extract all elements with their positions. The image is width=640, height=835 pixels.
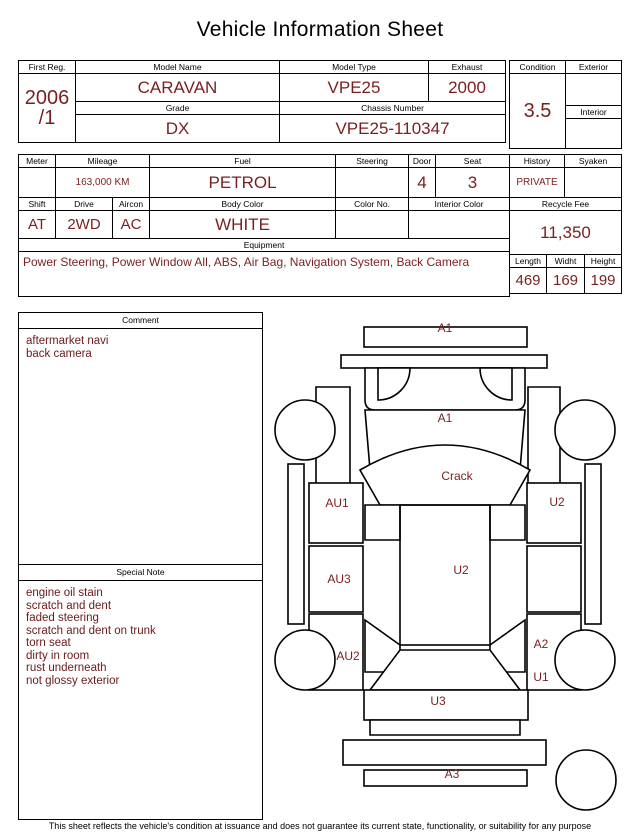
- mileage-value: 163,000 KM: [56, 168, 150, 198]
- recycle-value: 11,350: [510, 211, 622, 255]
- rear-hatch-lower: [370, 720, 520, 735]
- comment-line: back camera: [26, 347, 92, 360]
- rear-glass-mark: U3: [430, 694, 446, 708]
- comment-line: aftermarket navi: [26, 335, 109, 347]
- syaken-value: [565, 168, 622, 198]
- mileage-label: Mileage: [56, 155, 150, 168]
- front-bumper: [341, 355, 547, 368]
- special-note-line: dirty in room: [26, 649, 90, 662]
- roof-center: [400, 505, 490, 645]
- width-label: Widht: [547, 255, 585, 268]
- exterior-label: Exterior: [566, 61, 622, 74]
- fuel-value: PETROL: [150, 168, 336, 198]
- first-reg-label: First Reg.: [19, 61, 76, 74]
- left-front-door: [309, 483, 363, 543]
- right-sill: [585, 464, 601, 624]
- special-note-line: not glossy exterior: [26, 674, 120, 687]
- seat-label: Seat: [436, 155, 510, 168]
- comment-label: Comment: [19, 313, 262, 329]
- special-note-line: torn seat: [26, 637, 71, 649]
- spec-table: [18, 154, 510, 297]
- rear-bumper: [343, 740, 546, 765]
- exhaust-value: 2000: [429, 74, 506, 102]
- condition-label: Condition: [510, 61, 566, 74]
- windshield-mark: Crack: [441, 469, 473, 483]
- left-rear-door-mark: AU3: [327, 572, 351, 586]
- special-note-line: faded steering: [26, 612, 99, 624]
- rear-hatch: [364, 690, 528, 720]
- aircon-value: AC: [113, 211, 150, 239]
- drive-value: 2WD: [56, 211, 113, 239]
- grade-label: Grade: [76, 102, 280, 115]
- notes-panel: [18, 312, 263, 820]
- body-color-label: Body Color: [150, 198, 336, 211]
- chassis-label: Chassis Number: [280, 102, 506, 115]
- equipment-label: Equipment: [19, 239, 510, 252]
- special-note-line: scratch and dent on trunk: [26, 624, 156, 637]
- rear-bumper-mark: A3: [444, 767, 460, 781]
- right-front-wheel: [555, 400, 615, 460]
- history-label: History: [510, 155, 565, 168]
- interior-color-value: [409, 211, 510, 239]
- door-value: 4: [409, 168, 436, 198]
- shift-value: AT: [19, 211, 56, 239]
- left-front-door-mark: AU1: [325, 496, 349, 510]
- right-front-door: [527, 483, 581, 543]
- length-label: Length: [510, 255, 547, 268]
- spare-wheel: [556, 750, 616, 810]
- history-table: [509, 154, 622, 294]
- special-note-label: Special Note: [19, 564, 262, 581]
- special-note-line: rust underneath: [26, 662, 107, 674]
- meter-value: [19, 168, 56, 198]
- recycle-label: Recycle Fee: [510, 198, 622, 211]
- condition-value: 3.5: [510, 74, 566, 149]
- drive-label: Drive: [56, 198, 113, 211]
- right-rear-wheel: [555, 630, 615, 690]
- left-sill: [288, 464, 304, 624]
- right-rear-mark-b: U1: [533, 670, 549, 684]
- first-reg-value: [19, 74, 76, 143]
- right-rear-mark-a: A2: [533, 637, 549, 651]
- seat-value: 3: [436, 168, 510, 198]
- left-front-wheel: [275, 400, 335, 460]
- roof-top-mark: A1: [437, 322, 453, 335]
- model-type-value: VPE25: [280, 74, 429, 102]
- first-reg-year: 2006: [24, 87, 70, 109]
- color-no-value: [336, 211, 409, 239]
- special-note-line: scratch and dent: [26, 599, 112, 612]
- history-value: PRIVATE: [510, 168, 565, 198]
- interior-label: Interior: [566, 106, 622, 119]
- height-label: Height: [585, 255, 622, 268]
- meter-label: Meter: [19, 155, 56, 168]
- basic-info-table: [18, 60, 506, 143]
- interior-value: [566, 119, 622, 149]
- grade-value: DX: [76, 115, 280, 143]
- left-window: [365, 505, 400, 540]
- hood-mark: A1: [437, 411, 453, 425]
- center-mark: U2: [453, 563, 469, 577]
- model-name-label: Model Name: [76, 61, 280, 74]
- model-name-value: CARAVAN: [76, 74, 280, 102]
- page-title: Vehicle Information Sheet: [196, 18, 444, 41]
- chassis-value: VPE25-110347: [280, 115, 506, 143]
- exhaust-label: Exhaust: [429, 61, 506, 74]
- right-sliding-door: [527, 546, 581, 612]
- door-label: Door: [409, 155, 436, 168]
- height-value: 199: [585, 268, 622, 294]
- body-color-value: WHITE: [150, 211, 336, 239]
- condition-table: [509, 60, 622, 149]
- model-type-label: Model Type: [280, 61, 429, 74]
- comment-list: [19, 329, 262, 564]
- steering-value: [336, 168, 409, 198]
- width-value: 169: [547, 268, 585, 294]
- fuel-label: Fuel: [150, 155, 336, 168]
- length-value: 469: [510, 268, 547, 294]
- left-rear-mark: AU2: [336, 649, 360, 663]
- color-no-label: Color No.: [336, 198, 409, 211]
- right-window: [490, 505, 525, 540]
- first-reg-month: /1: [38, 107, 56, 129]
- exterior-value: [566, 74, 622, 106]
- steering-label: Steering: [336, 155, 409, 168]
- car-damage-diagram: [268, 322, 630, 818]
- interior-color-label: Interior Color: [409, 198, 510, 211]
- syaken-label: Syaken: [565, 155, 622, 168]
- shift-label: Shift: [19, 198, 56, 211]
- aircon-label: Aircon: [113, 198, 150, 211]
- right-front-door-mark: U2: [549, 495, 565, 509]
- disclaimer-footer: This sheet reflects the vehicle's condition at issuance and does not guarantee its current state, functionality, or suitability for any purpose: [48, 821, 592, 831]
- left-rear-wheel: [275, 630, 335, 690]
- equipment-value: Power Steering, Power Window All, ABS, Air Bag, Navigation System, Back Camera: [19, 252, 510, 297]
- special-note-list: [19, 581, 262, 687]
- special-note-line: engine oil stain: [26, 587, 103, 599]
